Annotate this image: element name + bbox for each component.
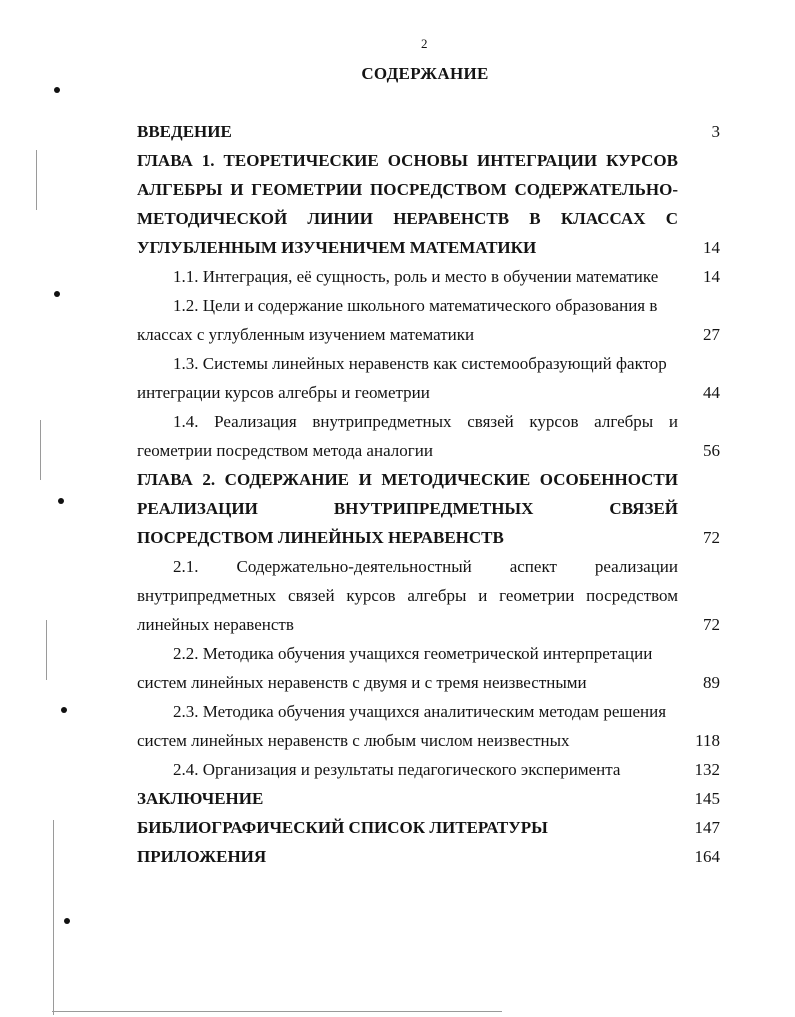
toc-entry-section-2-2-cont [137,668,720,697]
toc-entry-chapter-2-cont [137,494,720,523]
toc-entry-chapter-1[interactable] [137,146,720,175]
toc-page-number: 14 [703,238,720,257]
toc-entry-title: классах с углубленным изучением математики [137,325,475,344]
scan-edge-line [36,150,37,210]
toc-page-number: 14 [703,267,720,286]
toc-entry-title: систем линейных неравенств с двумя и с тремя неизвестными [137,673,587,692]
toc-entry-title: ПОСРЕДСТВОМ ЛИНЕЙНЫХ НЕРАВЕНСТВ [137,528,504,547]
binder-hole-mark [61,707,67,713]
toc-entry-title: УГЛУБЛЕННЫМ ИЗУЧЕНИЧЕМ МАТЕМАТИКИ [137,238,537,257]
toc-entry-title: 2.4. Организация и результаты педагогического эксперимента [173,760,621,779]
toc-entry-title: ВВЕДЕНИЕ [137,122,232,141]
binder-hole-mark [64,918,70,924]
toc-page-number: 132 [694,760,720,779]
toc-entry-title: систем линейных неравенств с любым числом неизвестных [137,731,570,750]
toc-entry-title: АЛГЕБРЫ И ГЕОМЕТРИИ ПОСРЕДСТВОМ СОДЕРЖАТЕЛЬНО- [137,180,678,199]
binder-hole-mark [58,498,64,504]
toc-page-number: 44 [703,383,720,402]
toc-entry-title: РЕАЛИЗАЦИИ ВНУТРИПРЕДМЕТНЫХ СВЯЗЕЙ [137,499,678,518]
toc-entry-title: МЕТОДИЧЕСКОЙ ЛИНИИ НЕРАВЕНСТВ В КЛАССАХ С [137,209,678,228]
toc-entry-section-1-2[interactable] [137,291,720,320]
toc-entry-bibliography[interactable] [137,813,720,842]
toc-entry-section-1-3[interactable] [137,349,720,378]
toc-page-number: 145 [694,789,720,808]
toc-entry-section-2-2[interactable] [137,639,720,668]
toc-entry-section-2-3-cont [137,726,720,755]
toc-page-number: 118 [695,731,720,750]
toc-page-number: 27 [703,325,720,344]
toc-entry-chapter-1-cont [137,204,720,233]
toc-entry-section-1-2-cont [137,320,720,349]
page-number: 2 [421,36,428,51]
toc-entry-section-2-1-cont [137,610,720,639]
toc-entry-title: геометрии посредством метода аналогии [137,441,433,460]
toc-entry-title: 2.3. Методика обучения учащихся аналитическим методам решения [173,702,667,721]
toc-entry-section-1-3-cont [137,378,720,407]
toc-entry-conclusion[interactable] [137,784,720,813]
toc-entry-section-2-1-cont [137,581,720,610]
page-title: СОДЕРЖАНИЕ [361,64,489,83]
toc-entry-title: ГЛАВА 2. СОДЕРЖАНИЕ И МЕТОДИЧЕСКИЕ ОСОБЕННОСТИ [137,470,678,489]
toc-entry-section-1-1[interactable] [137,262,720,291]
scan-edge-line [46,620,47,680]
scan-edge-line [53,820,54,1015]
toc-entry-section-1-4-cont [137,436,720,465]
toc-page-number: 72 [703,528,720,547]
toc-entry-title: 1.2. Цели и содержание школьного математического образования в [173,296,658,315]
toc-entry-title: интеграции курсов алгебры и геометрии [137,383,430,402]
toc-entry-introduction[interactable] [137,117,720,146]
toc-entry-chapter-1-cont [137,175,720,204]
toc-entry-title: 2.1. Содержательно-деятельностный аспект реализации [173,557,678,576]
scan-bottom-line [52,1011,502,1012]
toc-entry-chapter-1-cont [137,233,720,262]
toc-entry-title: 1.3. Системы линейных неравенств как системообразующий фактор [173,354,667,373]
toc-entry-chapter-2-cont [137,523,720,552]
toc-entry-appendices[interactable] [137,842,720,871]
toc-page-number: 72 [703,615,720,634]
toc-page-number: 164 [694,847,720,866]
binder-hole-mark [54,87,60,93]
toc-entry-title: БИБЛИОГРАФИЧЕСКИЙ СПИСОК ЛИТЕРАТУРЫ [137,818,548,837]
toc-entry-section-2-3[interactable] [137,697,720,726]
toc-entry-section-2-1[interactable] [137,552,720,581]
toc-entry-section-1-4[interactable] [137,407,720,436]
toc-page-number: 147 [694,818,720,837]
scan-edge-line [40,420,41,480]
toc-entry-title: 1.1. Интеграция, её сущность, роль и место в обучении математике [173,267,659,286]
toc-entry-title: 1.4. Реализация внутрипредметных связей курсов алгебры и [173,412,678,431]
toc-page-number: 3 [711,122,720,141]
toc-page-number: 89 [703,673,720,692]
toc-entry-title: 2.2. Методика обучения учащихся геометрической интерпретации [173,644,653,663]
toc-entry-title: ЗАКЛЮЧЕНИЕ [137,789,264,808]
toc-page-number: 56 [703,441,720,460]
toc-entry-section-2-4[interactable] [137,755,720,784]
binder-hole-mark [54,291,60,297]
toc-entry-chapter-2[interactable] [137,465,720,494]
toc-entry-title: ГЛАВА 1. ТЕОРЕТИЧЕСКИЕ ОСНОВЫ ИНТЕГРАЦИИ КУРСОВ [137,151,678,170]
toc-entry-title: линейных неравенств [137,615,294,634]
toc-entry-title: ПРИЛОЖЕНИЯ [137,847,267,866]
toc-entry-title: внутрипредметных связей курсов алгебры и геометрии посредством [137,586,678,605]
